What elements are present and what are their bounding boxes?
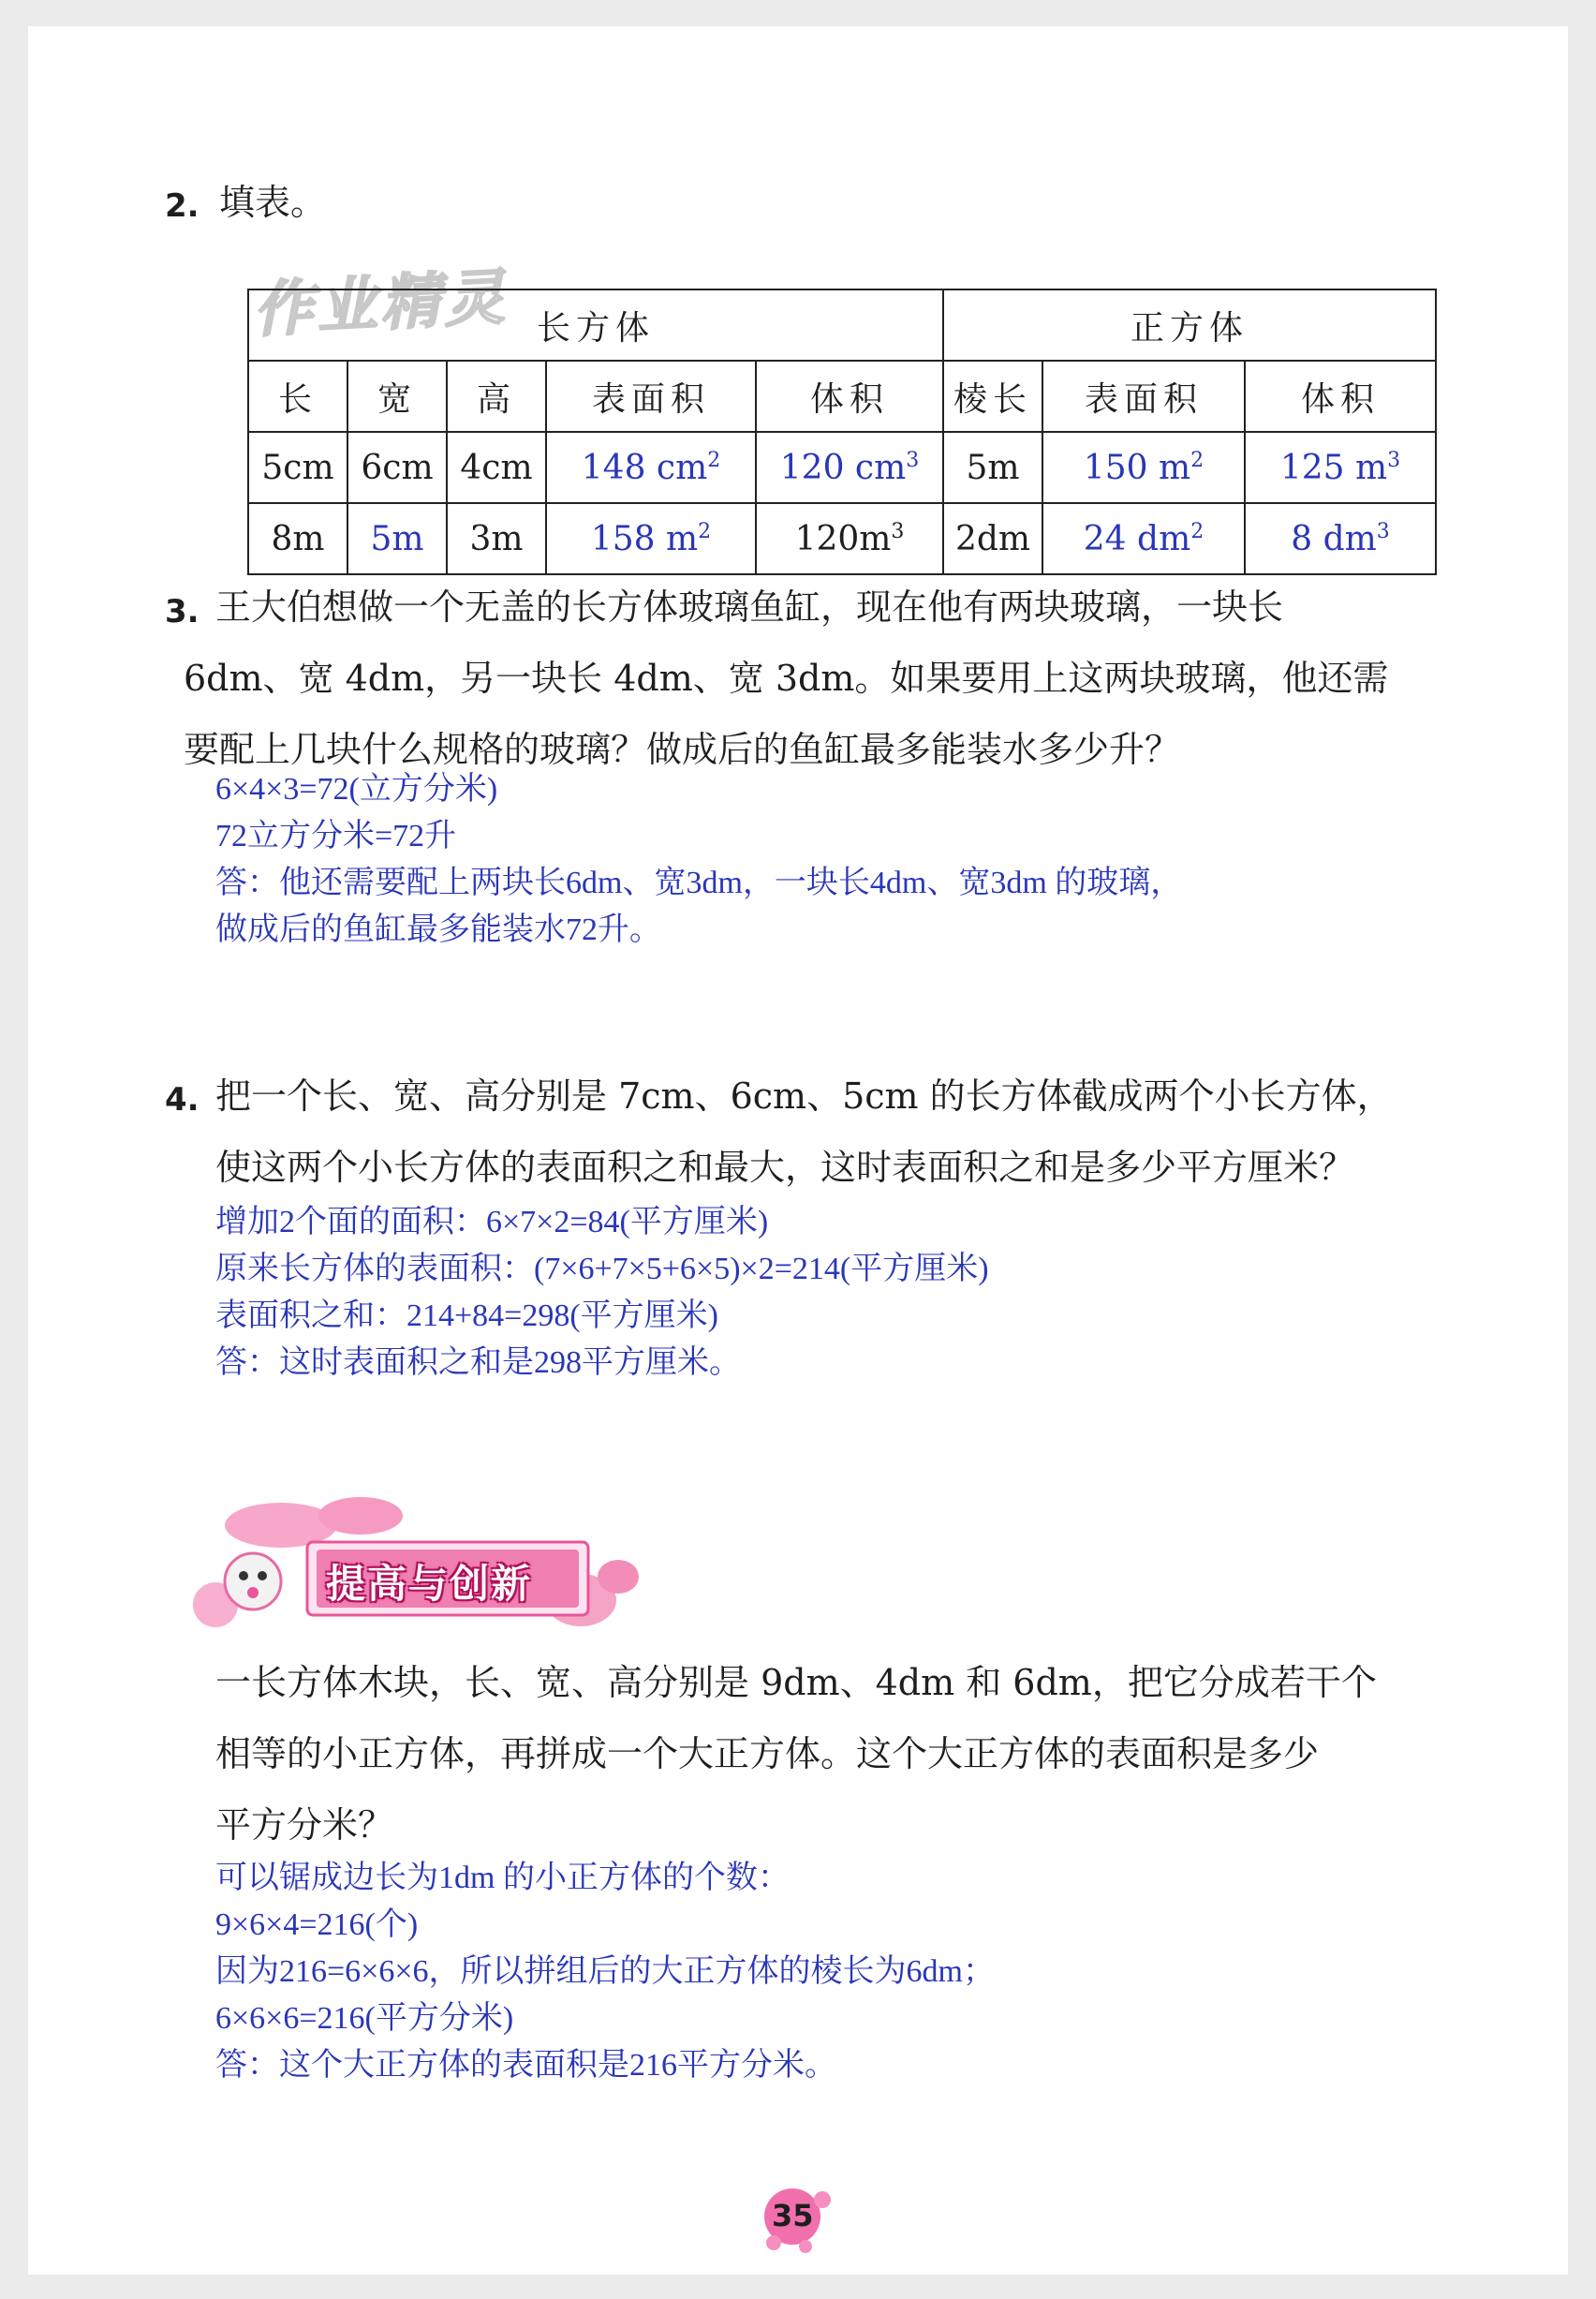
question-5-answer [215,1855,995,2089]
workbook-page [28,26,1568,2275]
table-row [248,432,1436,503]
answer-line: 9×6×4=216(个) [215,1907,419,1942]
question-5-line: 平方分米？ [215,1804,394,1846]
cell-cube-area-answer: 24 $dm^2$ [1042,503,1245,574]
cell-area-answer: 148 $cm^2$ [546,432,756,503]
answer-line: 72立方分米=72升 [215,819,457,853]
col-cube-surface-area: 表面积 [1042,361,1245,432]
cell-cube-volume-answer: 125 $m^3$ [1245,432,1436,503]
cell-length: 8m [248,503,347,574]
question-4-number: 4. [165,1081,200,1119]
watermark: 作业精灵 [251,262,510,347]
question-4-answer [215,1199,989,1387]
question-4-text [215,1061,1393,1203]
answer-line: 增加2个面的面积：6×7×2=84(平方厘米) [215,1205,769,1239]
header-cuboid: 长方体 [248,289,943,361]
cell-volume: $120m^3$ [756,503,943,574]
cell-cube-volume-answer: 8 $dm^3$ [1245,503,1436,574]
cell-cube-area-answer: 150 $m^2$ [1042,432,1245,503]
page-number: 35 [772,2198,814,2233]
question-3-number: 3. [165,593,200,630]
col-cube-volume: 体积 [1245,361,1436,432]
answer-line: 原来长方体的表面积：(7×6+7×5+6×5)×2=214(平方厘米) [215,1252,989,1286]
question-2-title: 填表。 [219,182,327,223]
question-3-line: 要配上几块什么规格的玻璃？做成后的鱼缸最多能装水多少升？ [184,729,1181,770]
cell-width: 6cm [347,432,447,503]
answer-line: 因为216=6×6×6，所以拼组后的大正方体的棱长为6dm； [215,1954,995,1989]
question-3-line: 王大伯想做一个无盖的长方体玻璃鱼缸，现在他有两块玻璃，一块长 [215,586,1284,628]
cell-edge: 2dm [943,503,1042,574]
col-length: 长 [248,361,347,432]
cell-area-answer: 158 $m^2$ [546,503,756,574]
answer-line: 答：这个大正方体的表面积是216平方分米。 [215,2048,836,2083]
question-3-line: 6dm、宽 4dm，另一块长 4dm、宽 3dm。如果要用上这两块玻璃，他还需 [184,658,1389,699]
section-banner [169,1488,674,1647]
cell-volume-answer: 120 $cm^3$ [756,432,943,503]
question-5-line: 相等的小正方体，再拼成一个大正方体。这个大正方体的表面积是多少 [215,1733,1320,1774]
question-4-line: 使这两个小长方体的表面积之和最大，这时表面积之和是多少平方厘米？ [215,1147,1355,1188]
question-2-number: 2. [165,187,200,225]
header-cube: 正方体 [943,289,1436,361]
answer-line: 6×4×3=72(立方分米) [215,772,498,807]
fill-table [247,289,1437,575]
col-surface-area: 表面积 [546,361,756,432]
answer-line: 做成后的鱼缸最多能装水72升。 [215,912,661,947]
cell-height: 3m [447,503,546,574]
question-5-text [215,1647,1377,1861]
cell-width-answer: 5m [347,503,447,574]
cell-height: 4cm [447,432,546,503]
answer-line: 可以锯成边长为1dm 的小正方体的个数： [215,1861,790,1895]
question-4-line: 把一个长、宽、高分别是 7cm、6cm、5cm 的长方体截成两个小长方体， [215,1075,1393,1117]
col-width: 宽 [347,361,447,432]
answer-line: 答：他还需要配上两块长6dm、宽3dm，一块长4dm、宽3dm 的玻璃， [215,866,1183,900]
question-3-answer [215,766,1182,954]
answer-line: 6×6×6=216(平方分米) [215,2001,514,2036]
answer-line: 表面积之和：214+84=298(平方厘米) [215,1298,718,1333]
question-5-line: 一长方体木块，长、宽、高分别是 9dm、4dm 和 6dm，把它分成若干个 [215,1662,1377,1703]
section-title: 提高与创新 [326,1561,533,1607]
col-volume: 体积 [756,361,943,432]
table-corner-diagonal [247,289,257,298]
table-row [248,503,1436,574]
cell-edge: 5m [943,432,1042,503]
col-height: 高 [447,361,546,432]
page-number-badge [749,2181,862,2256]
col-edge: 棱长 [943,361,1042,432]
question-3-text [184,571,1389,785]
answer-line: 答：这时表面积之和是298平方厘米。 [215,1345,741,1380]
cell-length: 5cm [248,432,347,503]
